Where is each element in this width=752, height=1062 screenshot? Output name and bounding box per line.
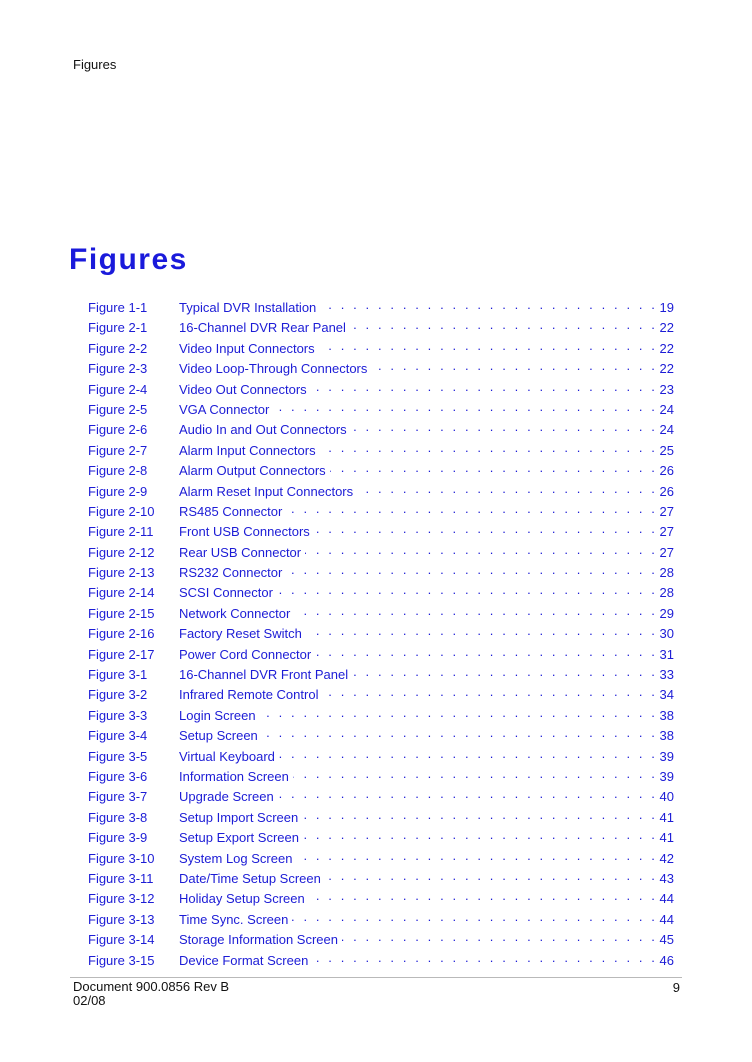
dot-leader bbox=[296, 849, 657, 863]
figure-number: Figure 2-7 bbox=[88, 442, 148, 458]
toc-entry[interactable] bbox=[88, 869, 674, 889]
toc-entry[interactable] bbox=[88, 604, 674, 624]
dot-leader bbox=[292, 910, 657, 924]
dot-leader bbox=[273, 400, 657, 414]
toc-entry[interactable] bbox=[88, 787, 674, 807]
figure-number: Figure 2-13 bbox=[88, 565, 155, 581]
page-reference[interactable]: 26 bbox=[659, 463, 674, 479]
page-reference[interactable]: 44 bbox=[659, 911, 674, 927]
dot-leader bbox=[315, 645, 657, 659]
toc-entry[interactable] bbox=[88, 706, 674, 726]
page-reference[interactable]: 43 bbox=[659, 870, 674, 886]
page-reference[interactable]: 19 bbox=[659, 300, 674, 315]
figure-number: Figure 2-3 bbox=[88, 361, 148, 377]
figure-title-link[interactable]: Video Input Connectors bbox=[179, 340, 315, 356]
dot-leader bbox=[320, 441, 658, 455]
page-reference[interactable]: 45 bbox=[659, 932, 674, 948]
dot-leader bbox=[278, 787, 658, 801]
dot-leader bbox=[314, 522, 658, 536]
list-of-figures bbox=[88, 298, 674, 971]
dot-leader bbox=[342, 930, 658, 944]
page-reference[interactable]: 39 bbox=[659, 768, 674, 784]
dot-leader bbox=[293, 767, 658, 781]
page-reference[interactable]: 25 bbox=[659, 442, 674, 458]
page-reference[interactable]: 33 bbox=[659, 667, 674, 683]
page-reference[interactable]: 26 bbox=[659, 483, 674, 499]
page-reference[interactable]: 34 bbox=[659, 687, 674, 703]
toc-entry[interactable] bbox=[88, 685, 674, 705]
dot-leader bbox=[325, 869, 658, 883]
toc-entry[interactable] bbox=[88, 910, 674, 930]
figure-number: Figure 3-10 bbox=[88, 850, 155, 866]
toc-entry[interactable] bbox=[88, 543, 674, 563]
page-reference[interactable]: 41 bbox=[659, 809, 674, 825]
dot-leader bbox=[294, 604, 657, 618]
figure-title-link[interactable]: Login Screen bbox=[179, 707, 256, 723]
toc-entry[interactable] bbox=[88, 583, 674, 603]
page-reference[interactable]: 42 bbox=[659, 850, 674, 866]
dot-leader bbox=[260, 706, 658, 720]
toc-entry[interactable] bbox=[88, 318, 674, 338]
figure-title-link[interactable]: Storage Information Screen bbox=[179, 932, 338, 948]
toc-entry[interactable] bbox=[88, 930, 674, 950]
page-reference[interactable]: 28 bbox=[659, 565, 674, 581]
page-reference[interactable]: 30 bbox=[659, 626, 674, 642]
toc-entry[interactable] bbox=[88, 522, 674, 542]
toc-entry[interactable] bbox=[88, 645, 674, 665]
dot-leader bbox=[371, 359, 657, 373]
page-reference[interactable]: 27 bbox=[659, 503, 674, 519]
figure-number: Figure 2-17 bbox=[88, 646, 155, 662]
dot-leader bbox=[303, 828, 658, 842]
figure-number: Figure 3-4 bbox=[88, 728, 148, 744]
figure-title-link[interactable]: Device Format Screen bbox=[179, 952, 309, 968]
figure-number: Figure 2-5 bbox=[88, 401, 148, 417]
figure-title-link[interactable]: VGA Connector bbox=[179, 401, 270, 417]
figure-number: Figure 2-2 bbox=[88, 340, 148, 356]
footer-page-number: 9 bbox=[672, 980, 680, 995]
figure-title-link[interactable]: Date/Time Setup Screen bbox=[179, 870, 321, 886]
figure-title-link[interactable]: Setup Export Screen bbox=[179, 830, 299, 846]
toc-entry[interactable] bbox=[88, 951, 674, 971]
figure-title-link[interactable]: Audio In and Out Connectors bbox=[179, 422, 347, 438]
figure-title-link[interactable]: Video Loop-Through Connectors bbox=[179, 361, 368, 377]
running-header: Figures bbox=[73, 57, 117, 72]
figure-number: Figure 2-14 bbox=[88, 585, 155, 601]
figure-title-link[interactable]: Upgrade Screen bbox=[179, 789, 274, 805]
figure-number: Figure 3-5 bbox=[88, 748, 148, 764]
dot-leader bbox=[309, 889, 658, 903]
toc-entry[interactable] bbox=[88, 849, 674, 869]
page-title: Figures bbox=[69, 243, 188, 276]
page-reference[interactable]: 38 bbox=[659, 728, 674, 744]
figure-title-link[interactable]: Setup Import Screen bbox=[179, 809, 299, 825]
figure-number: Figure 2-11 bbox=[88, 524, 154, 540]
figure-title-link[interactable]: Infrared Remote Control bbox=[179, 687, 319, 703]
toc-entry[interactable] bbox=[88, 828, 674, 848]
figure-number: Figure 2-8 bbox=[88, 463, 148, 479]
toc-entry[interactable] bbox=[88, 665, 674, 685]
page-reference[interactable]: 39 bbox=[659, 748, 674, 764]
toc-entry[interactable] bbox=[88, 502, 674, 522]
dot-leader bbox=[319, 339, 658, 353]
figure-title-link[interactable]: RS485 Connector bbox=[179, 503, 283, 519]
page-reference[interactable]: 40 bbox=[659, 789, 674, 805]
figure-title-link[interactable]: RS232 Connector bbox=[179, 565, 283, 581]
figure-number: Figure 3-14 bbox=[88, 932, 155, 948]
page-reference[interactable]: 22 bbox=[659, 340, 674, 356]
figure-number: Figure 3-3 bbox=[88, 707, 148, 723]
footer-document-number: Document 900.0856 Rev B bbox=[73, 979, 230, 994]
figure-number: Figure 2-16 bbox=[88, 626, 155, 642]
dot-leader bbox=[279, 747, 658, 761]
page-reference[interactable]: 24 bbox=[659, 422, 674, 438]
figure-number: Figure 2-1 bbox=[88, 320, 148, 336]
figure-title-link[interactable]: Holiday Setup Screen bbox=[179, 891, 305, 907]
figure-title-link[interactable]: Power Cord Connector bbox=[179, 646, 312, 662]
figure-number: Figure 3-11 bbox=[88, 870, 154, 886]
page-reference[interactable]: 38 bbox=[659, 707, 674, 723]
footer-divider bbox=[70, 977, 682, 978]
page-reference[interactable]: 27 bbox=[659, 544, 674, 560]
figure-number: Figure 1-1 bbox=[88, 300, 148, 315]
page-reference[interactable]: 46 bbox=[659, 952, 674, 968]
figure-number: Figure 3-8 bbox=[88, 809, 148, 825]
dot-leader bbox=[352, 665, 657, 679]
dot-leader bbox=[305, 543, 657, 557]
figure-title-link[interactable]: Rear USB Connector bbox=[179, 544, 302, 560]
figure-title-link[interactable]: Setup Screen bbox=[179, 728, 258, 744]
figure-title-link[interactable]: Alarm Output Connectors bbox=[179, 463, 326, 479]
figure-title-link[interactable]: 16-Channel DVR Rear Panel bbox=[179, 320, 346, 336]
dot-leader bbox=[357, 482, 657, 496]
figure-number: Figure 2-15 bbox=[88, 605, 155, 621]
toc-entry[interactable] bbox=[88, 339, 674, 359]
dot-leader bbox=[311, 380, 658, 394]
figure-number: Figure 3-6 bbox=[88, 768, 148, 784]
toc-entry[interactable] bbox=[88, 808, 674, 828]
figure-number: Figure 3-2 bbox=[88, 687, 148, 703]
dot-leader bbox=[351, 420, 658, 434]
page-reference[interactable]: 31 bbox=[659, 646, 674, 662]
page-reference[interactable]: 28 bbox=[659, 585, 674, 601]
toc-entry[interactable] bbox=[88, 726, 674, 746]
dot-leader bbox=[320, 298, 657, 312]
dot-leader bbox=[302, 808, 657, 822]
toc-entry[interactable] bbox=[88, 461, 674, 481]
toc-entry[interactable] bbox=[88, 441, 674, 461]
figure-title-link[interactable]: Time Sync. Screen bbox=[179, 911, 289, 927]
page-reference[interactable]: 23 bbox=[659, 381, 674, 397]
dot-leader bbox=[286, 563, 657, 577]
footer-document-info bbox=[73, 980, 229, 1008]
figure-number: Figure 3-13 bbox=[88, 911, 155, 927]
figure-number: Figure 3-9 bbox=[88, 830, 148, 846]
page-reference[interactable]: 22 bbox=[659, 320, 674, 336]
figure-title-link[interactable]: System Log Screen bbox=[179, 850, 293, 866]
figure-number: Figure 2-4 bbox=[88, 381, 148, 397]
dot-leader bbox=[322, 685, 657, 699]
toc-entry[interactable] bbox=[88, 747, 674, 767]
toc-entry[interactable] bbox=[88, 298, 674, 318]
figure-title-link[interactable]: 16-Channel DVR Front Panel bbox=[179, 667, 349, 683]
figure-title-link[interactable]: SCSI Connector bbox=[179, 585, 273, 601]
figure-number: Figure 3-1 bbox=[88, 667, 148, 683]
footer-date: 02/08 bbox=[73, 993, 106, 1008]
toc-entry[interactable] bbox=[88, 380, 674, 400]
figure-number: Figure 2-6 bbox=[88, 422, 148, 438]
figure-title-link[interactable]: Virtual Keyboard bbox=[179, 748, 275, 764]
dot-leader bbox=[312, 951, 657, 965]
figure-number: Figure 3-7 bbox=[88, 789, 148, 805]
page-reference[interactable]: 24 bbox=[659, 401, 674, 417]
toc-entry[interactable] bbox=[88, 482, 674, 502]
figure-title-link[interactable]: Network Connector bbox=[179, 605, 291, 621]
dot-leader bbox=[330, 461, 658, 475]
page-reference[interactable]: 22 bbox=[659, 361, 674, 377]
figure-title-link[interactable]: Factory Reset Switch bbox=[179, 626, 302, 642]
page-reference[interactable]: 44 bbox=[659, 891, 674, 907]
figure-number: Figure 3-12 bbox=[88, 891, 155, 907]
figure-title-link[interactable]: Alarm Reset Input Connectors bbox=[179, 483, 354, 499]
toc-entry[interactable] bbox=[88, 359, 674, 379]
toc-entry[interactable] bbox=[88, 563, 674, 583]
figure-title-link[interactable]: Information Screen bbox=[179, 768, 289, 784]
figure-title-link[interactable]: Video Out Connectors bbox=[179, 381, 307, 397]
toc-entry[interactable] bbox=[88, 889, 674, 909]
page-reference[interactable]: 29 bbox=[659, 605, 674, 621]
figure-number: Figure 2-9 bbox=[88, 483, 148, 499]
figure-title-link[interactable]: Alarm Input Connectors bbox=[179, 442, 316, 458]
figure-number: Figure 2-10 bbox=[88, 503, 155, 519]
dot-leader bbox=[262, 726, 658, 740]
toc-entry[interactable] bbox=[88, 420, 674, 440]
dot-leader bbox=[306, 624, 658, 638]
page-reference[interactable]: 41 bbox=[659, 830, 674, 846]
figure-title-link[interactable]: Front USB Connectors bbox=[179, 524, 310, 540]
dot-leader bbox=[286, 502, 657, 516]
toc-entry[interactable] bbox=[88, 767, 674, 787]
dot-leader bbox=[277, 583, 658, 597]
figure-number: Figure 2-12 bbox=[88, 544, 155, 560]
page-reference[interactable]: 27 bbox=[659, 524, 674, 540]
toc-entry[interactable] bbox=[88, 400, 674, 420]
figure-title-link[interactable]: Typical DVR Installation bbox=[179, 300, 317, 315]
dot-leader bbox=[350, 318, 658, 332]
figure-number: Figure 3-15 bbox=[88, 952, 155, 968]
toc-entry[interactable] bbox=[88, 624, 674, 644]
